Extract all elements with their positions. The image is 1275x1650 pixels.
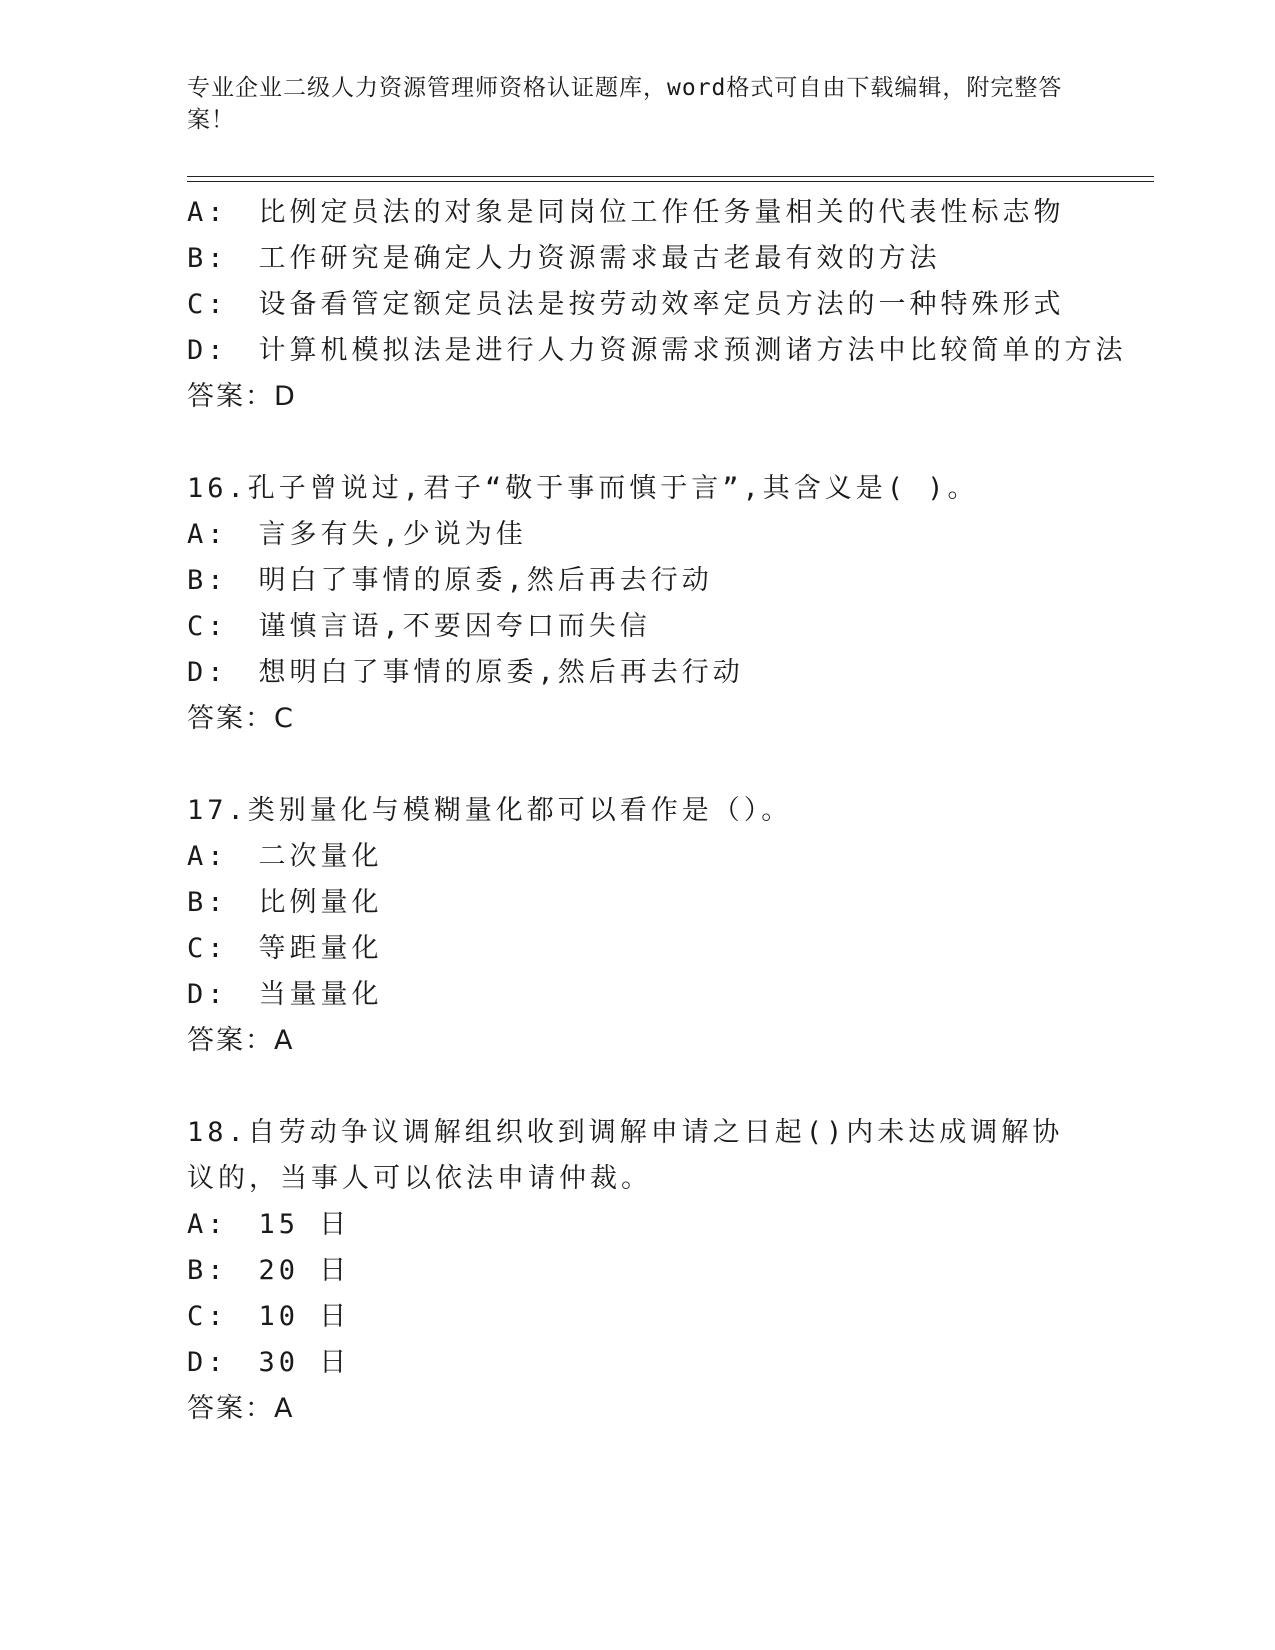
option-c: C: 等距量化 — [187, 933, 383, 964]
header-rule-bottom — [187, 181, 1154, 182]
option-d: D: 30 日 — [187, 1347, 351, 1378]
option-b: B: 比例量化 — [187, 887, 383, 918]
option-a: A: 比例定员法的对象是同岗位工作任务量相关的代表性标志物 — [187, 197, 1065, 228]
question-text: 17.类别量化与模糊量化都可以看作是（）。 — [187, 795, 793, 826]
answer-line: 答案：A — [187, 1393, 295, 1424]
document-header: 专业企业二级人力资源管理师资格认证题库，word格式可自由下载编辑，附完整答案！ — [187, 75, 1063, 133]
spacer — [187, 420, 1147, 466]
question-text: 18.自劳动争议调解组织收到调解申请之日起()内未达成调解协议的，当事人可以依法申请仲裁。 — [187, 1117, 1064, 1194]
answer-line: 答案：D — [187, 381, 297, 412]
spacer — [187, 1064, 1147, 1110]
question-block-15 — [187, 190, 1147, 420]
option-a: A: 15 日 — [187, 1209, 351, 1240]
option-c: C: 10 日 — [187, 1301, 351, 1332]
question-block-18 — [187, 1110, 1147, 1432]
question-block-17 — [187, 788, 1147, 1064]
option-b: B: 工作研究是确定人力资源需求最古老最有效的方法 — [187, 243, 941, 274]
question-text: 16.孔子曾说过,君子“敬于事而慎于言”,其含义是( )。 — [187, 473, 979, 504]
spacer — [187, 742, 1147, 788]
option-c: C: 谨慎言语,不要因夸口而失信 — [187, 611, 651, 642]
answer-line: 答案：A — [187, 1025, 295, 1056]
option-d: D: 当量量化 — [187, 979, 383, 1010]
option-b: B: 明白了事情的原委,然后再去行动 — [187, 565, 713, 596]
option-b: B: 20 日 — [187, 1255, 351, 1286]
answer-line: 答案：C — [187, 703, 295, 734]
question-block-16 — [187, 466, 1147, 742]
option-d: D: 计算机模拟法是进行人力资源需求预测诸方法中比较简单的方法 — [187, 335, 1127, 366]
option-a: A: 言多有失,少说为佳 — [187, 519, 527, 550]
question-list — [187, 190, 1147, 1432]
header-rule-top — [187, 176, 1154, 177]
option-a: A: 二次量化 — [187, 841, 383, 872]
option-d: D: 想明白了事情的原委,然后再去行动 — [187, 657, 744, 688]
option-c: C: 设备看管定额定员法是按劳动效率定员方法的一种特殊形式 — [187, 289, 1065, 320]
